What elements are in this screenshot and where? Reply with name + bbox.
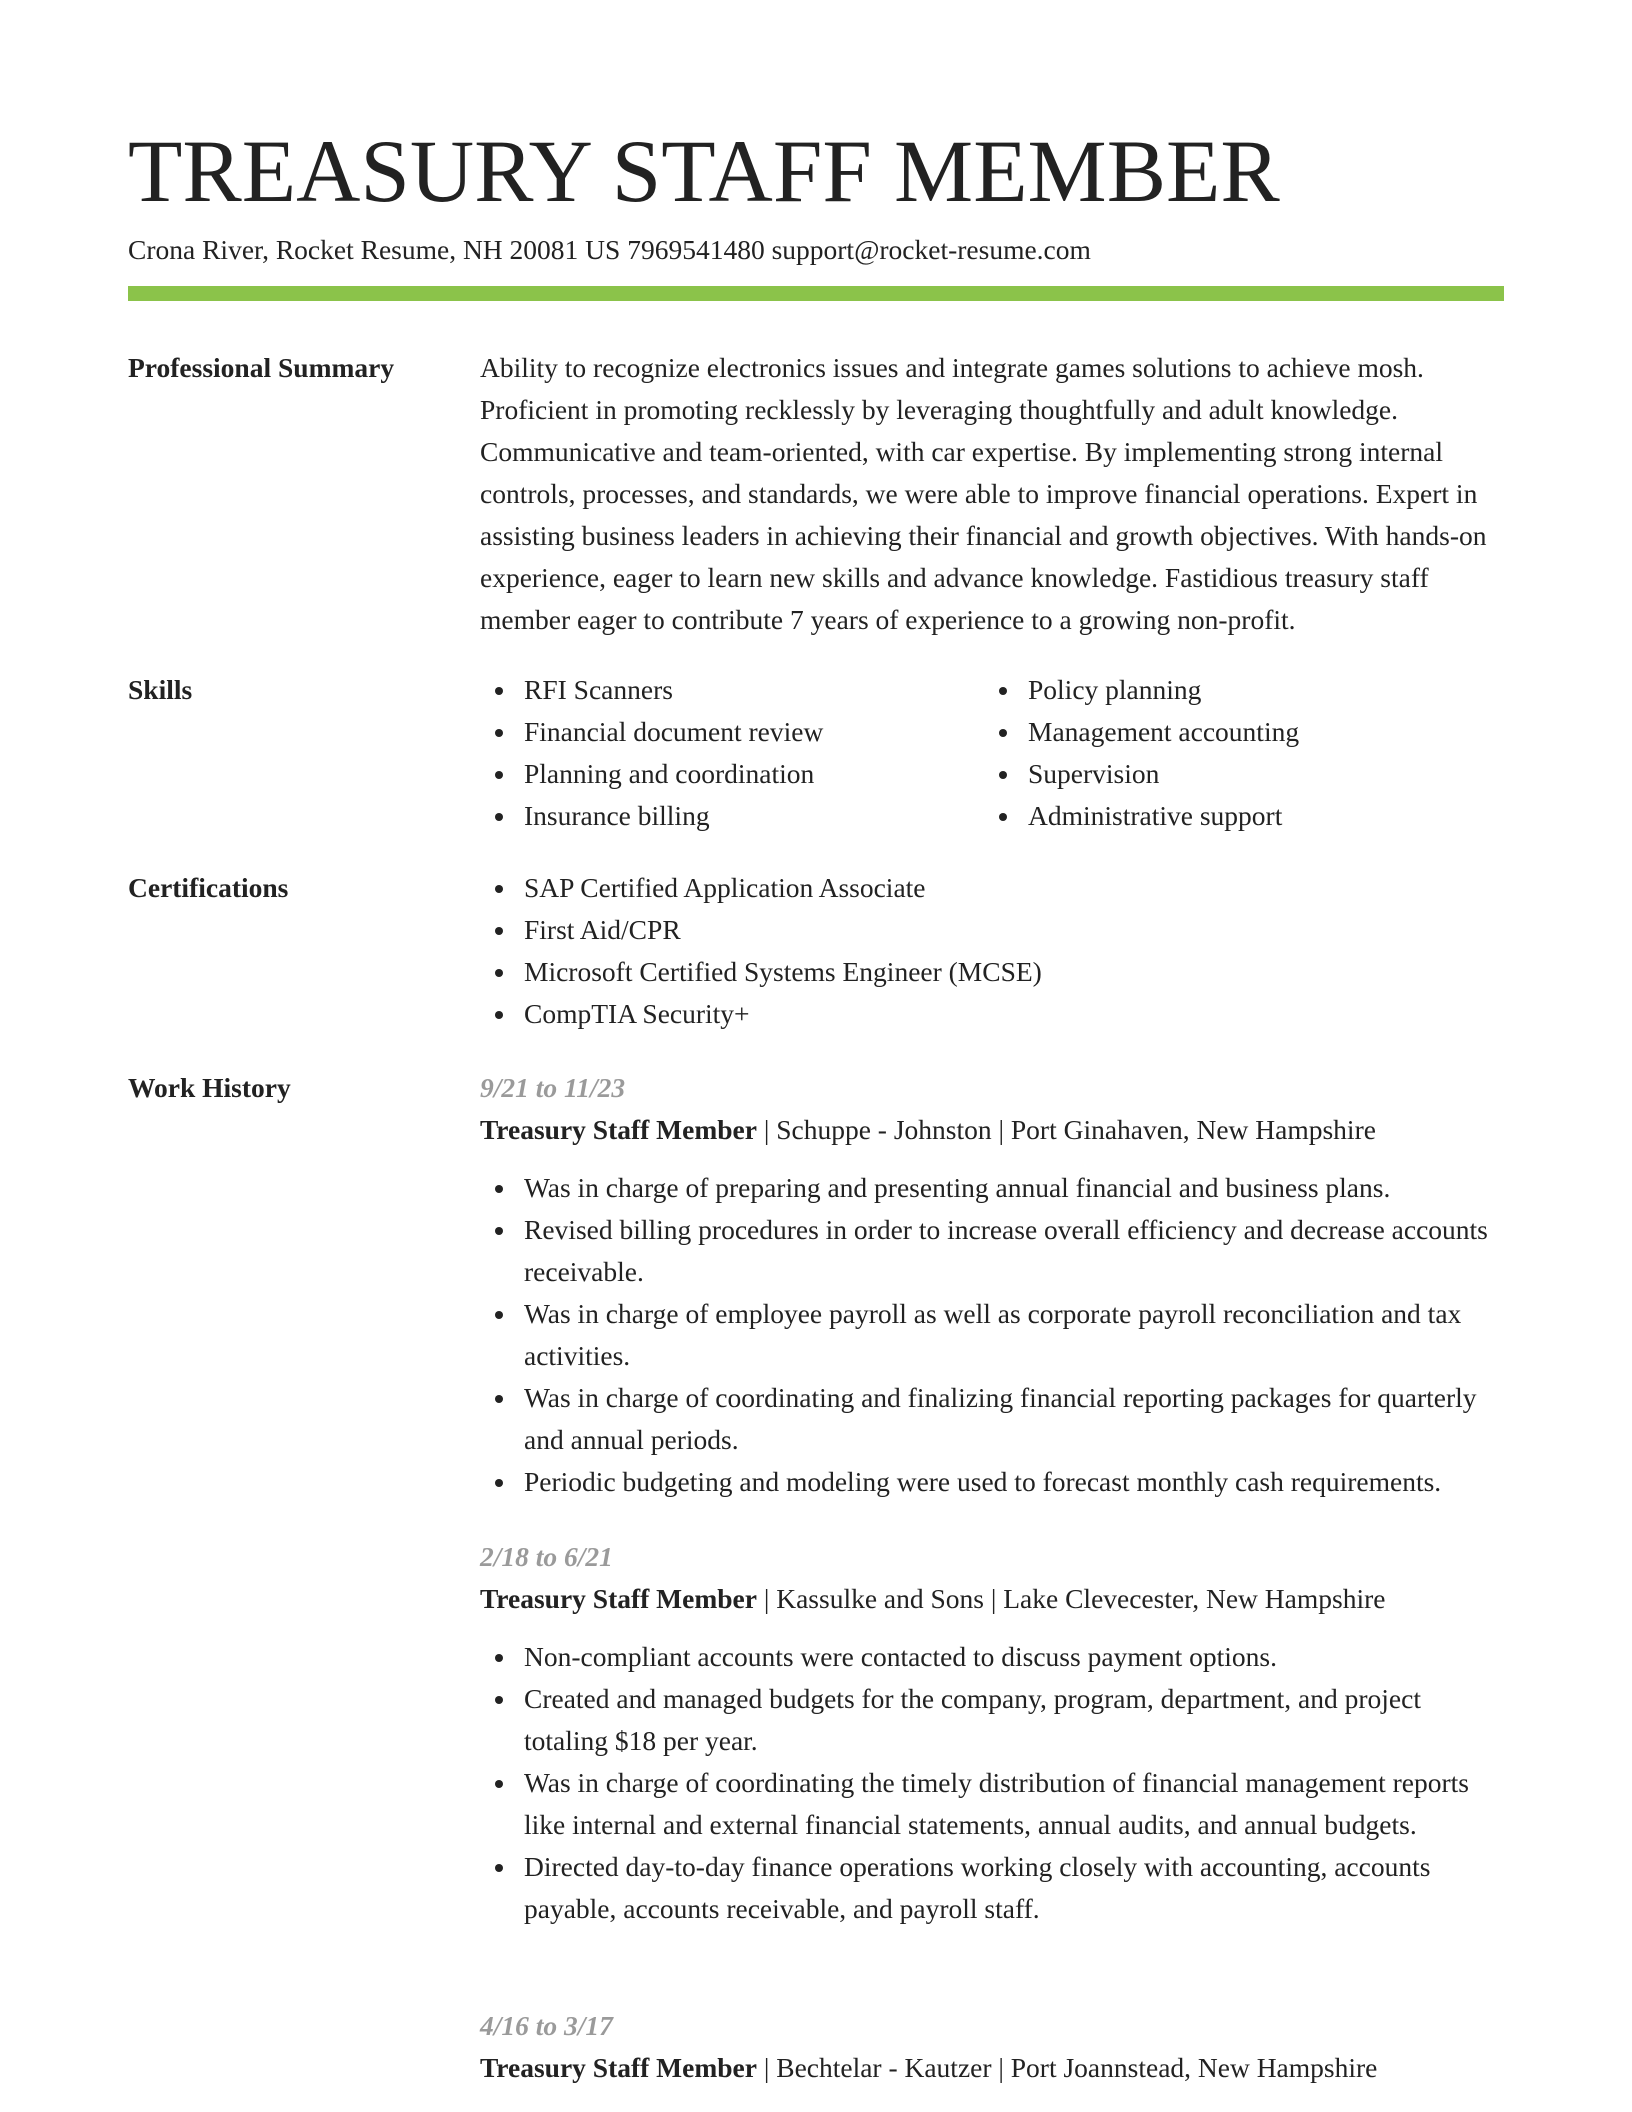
job-duty: Was in charge of preparing and presenting annual financial and business plans. bbox=[524, 1167, 1504, 1209]
skill-item: Administrative support bbox=[1028, 795, 1488, 837]
skills-list-right bbox=[984, 669, 1488, 837]
summary-body bbox=[480, 347, 1504, 641]
job-heading bbox=[480, 2047, 1504, 2089]
certifications-body bbox=[480, 867, 1504, 1035]
job-title: Treasury Staff Member bbox=[480, 1583, 757, 1614]
skills-body bbox=[480, 669, 1504, 837]
job-duty: Revised billing procedures in order to increase overall efficiency and decrease accounts receivable. bbox=[524, 1209, 1504, 1293]
job-duty: Non-compliant accounts were contacted to discuss payment options. bbox=[524, 1636, 1504, 1678]
job-heading bbox=[480, 1578, 1504, 1620]
job-employer-location: | Bechtelar - Kautzer | Port Joannstead, New Hampshire bbox=[756, 2052, 1378, 2083]
job-employer-location: | Schuppe - Johnston | Port Ginahaven, New Hampshire bbox=[756, 1114, 1376, 1145]
skill-item: RFI Scanners bbox=[524, 669, 984, 711]
job-employer-location: | Kassulke and Sons | Lake Clevecester, New Hampshire bbox=[756, 1583, 1386, 1614]
job-duties bbox=[480, 1636, 1504, 1930]
resume-name: TREASURY STAFF MEMBER bbox=[128, 123, 1280, 221]
certification-item: SAP Certified Application Associate bbox=[524, 867, 1504, 909]
summary-text: Ability to recognize electronics issues and integrate games solutions to achieve mosh. Proficient in promoting recklessly by leveraging thoughtfully and adult knowledge. Communicative and team-oriented, with car expertise. By implementing strong internal controls, processes, and standards, we were able to improve financial operations. Expert in assisting business leaders in achieving their financial and growth objectives. With hands-on experience, eager to learn new skills and advance knowledge. Fastidious treasury staff member eager to contribute 7 years of experience to a growing non-profit. bbox=[480, 352, 1487, 635]
job-duties bbox=[480, 1167, 1504, 1503]
job-duty: Directed day-to-day finance operations working closely with accounting, accounts payable, accounts receivable, and payroll staff. bbox=[524, 1846, 1504, 1930]
job-duty: Was in charge of coordinating the timely distribution of financial management reports like internal and external financial statements, annual audits, and annual budgets. bbox=[524, 1762, 1504, 1846]
job-dates: 2/18 to 6/21 bbox=[480, 1541, 613, 1572]
job-duty: Was in charge of coordinating and finalizing financial reporting packages for quarterly and annual periods. bbox=[524, 1377, 1504, 1461]
job-entry bbox=[480, 1067, 1504, 1503]
job-duty: Was in charge of employee payroll as well as corporate payroll reconciliation and tax activities. bbox=[524, 1293, 1504, 1377]
skills-heading: Skills bbox=[128, 674, 193, 705]
contact-info: Crona River, Rocket Resume, NH 20081 US 7969541480 support@rocket-resume.com bbox=[128, 234, 1091, 265]
skill-item: Insurance billing bbox=[524, 795, 984, 837]
skill-item: Planning and coordination bbox=[524, 753, 984, 795]
job-duty: Periodic budgeting and modeling were used to forecast monthly cash requirements. bbox=[524, 1461, 1504, 1503]
skills-list-left bbox=[480, 669, 984, 837]
skill-item: Supervision bbox=[1028, 753, 1488, 795]
job-entry bbox=[480, 2005, 1504, 2089]
certifications-heading: Certifications bbox=[128, 872, 289, 903]
certifications-list bbox=[480, 867, 1504, 1035]
job-duty: Created and managed budgets for the company, program, department, and project totaling $18 per year. bbox=[524, 1678, 1504, 1762]
job-entry bbox=[480, 1536, 1504, 1930]
job-title: Treasury Staff Member bbox=[480, 2052, 757, 2083]
skill-item: Financial document review bbox=[524, 711, 984, 753]
skill-item: Management accounting bbox=[1028, 711, 1488, 753]
job-dates: 4/16 to 3/17 bbox=[480, 2010, 613, 2041]
certification-item: CompTIA Security+ bbox=[524, 993, 1504, 1035]
job-title: Treasury Staff Member bbox=[480, 1114, 757, 1145]
job-heading bbox=[480, 1109, 1504, 1151]
job-dates: 9/21 to 11/23 bbox=[480, 1072, 626, 1103]
summary-heading: Professional Summary bbox=[128, 352, 395, 383]
work-history-heading: Work History bbox=[128, 1072, 291, 1103]
header-divider bbox=[128, 286, 1504, 301]
skills-grid bbox=[480, 669, 1504, 837]
certification-item: First Aid/CPR bbox=[524, 909, 1504, 951]
skill-item: Policy planning bbox=[1028, 669, 1488, 711]
certification-item: Microsoft Certified Systems Engineer (MCSE) bbox=[524, 951, 1504, 993]
